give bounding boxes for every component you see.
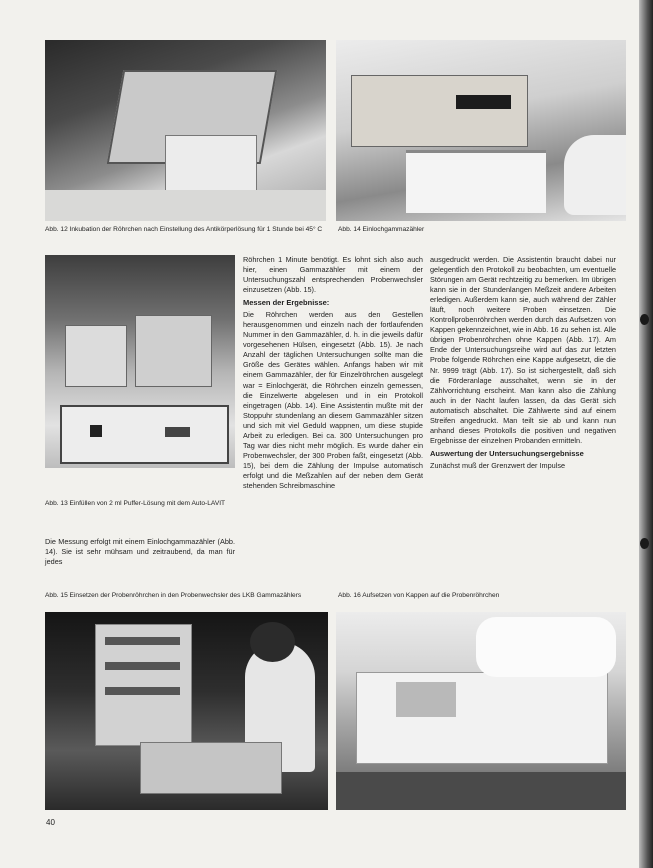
punch-hole — [640, 314, 649, 325]
punch-hole — [640, 538, 649, 549]
paragraph: Die Messung erfolgt mit einem Einlochgammazähler (Abb. 14). Sie ist sehr mühsam und zeitraubend, da man für jedes — [45, 537, 235, 567]
paragraph: ausgedruckt werden. Die Assistentin braucht dabei nur gelegentlich den Protokoll zu beobachten, um eventuelle Störungen am Gerät rechtzeitig zu bemerken. Im übrigen kann sie in der Stundenlangen Meßzeit andere Arbeiten erledigen. Außerdem kann sie, auch während der Zähler läuft, noch weitere Proben einsetzen. Die Kontrollprobenröhrchen werden durch das Aufsetzen von Kappen gekennzeichnet, wie in Abb. 16 zu sehen ist. Alle übrigen Probenröhrchen ohne Kappen (Abb. 17). Am Ende der Untersuchungsreihe wird auf das zur letzten Probe folgende Röhrchen eine Kappe aufgesetzt, die die Nr. 9999 trägt (Abb. 17). So ist sichergestellt, daß sich die Förderanlage ausschaltet, wenn sie in der Zählvorrichtung erscheint. Man kann also die Zählung auch in der Nacht laufen lassen, da das Gerät sich automatisch abschaltet. Die Zählwerte sind auf einem Streifen angedruckt. Man teilt sie ab und kann nun anhand dieses Protokolls die positiven und negativen Ergebnisse der einzelnen Probanden ermitteln. — [430, 255, 616, 445]
photo-sample-changer — [45, 612, 328, 810]
column-2-text — [243, 255, 423, 491]
photo-gamma-counter — [336, 40, 626, 221]
caption-abb12: Abb. 12 Inkubation der Röhrchen nach Einstellung des Antikörperlösung für 1 Stunde bei 45° C — [45, 226, 323, 233]
page-number: 40 — [46, 818, 55, 827]
photo-autolavit-dispenser — [45, 255, 235, 468]
photo-capping-tubes — [336, 612, 626, 810]
paragraph: Röhrchen 1 Minute benötigt. Es lohnt sich also auch hier, einen Gammazähler mit einem der Untersuchungszahl entsprechenden Probenwechsler einzusetzen (Abb. 15). — [243, 255, 423, 295]
paragraph: Zunächst muß der Grenzwert der Impulse — [430, 460, 566, 470]
caption-abb16: Abb. 16 Aufsetzen von Kappen auf die Probenröhrchen — [338, 592, 500, 599]
column-1-text — [45, 537, 235, 567]
paragraph: Die Röhrchen werden aus den Gestellen herausgenommen und einzeln nach der fortlaufenden Nummer in den Gammazähler, d. h. in die jeweils dafür vorgesehenen Hülsen, eingesetzt (Abb. 15). Je nach Anzahl der täglichen Untersuchungen sollte man die Größe des Gerätes wählen. Anfangs haben wir mit einem Gammazähler, der für Einzelröhrchen ausgelegt war = Einlochgerät, die Röhrchen einzeln gemessen, die Einzelwerte abgelesen und in ein Protokoll eingetragen (Abb. 14). Eine Assistentin mußte mit der Stoppuhr stundenlang an diesem Gammazähler sitzen und sich mit viel Geduld wappnen, um diese stupide Arbeit zu erledigen. Bei ca. 300 Untersuchungen pro Tag war dies nicht mehr möglich. Es wurde daher ein Probenwechsler, der 300 Proben faßt, eingesetzt (Abb. 15), bei dem die Zählung der Impulse automatisch erfolgt und die Meßzahlen auf der neben dem Gerät stehenden Schreibmaschine — [243, 310, 423, 490]
caption-abb15: Abb. 15 Einsetzen der Probenröhrchen in den Probenwechsler des LKB Gammazählers — [45, 592, 302, 599]
caption-abb13: Abb. 13 Einfüllen von 2 ml Puffer-Lösung mit dem Auto-LAVIT — [45, 500, 226, 507]
page-edge-shadow — [639, 0, 653, 868]
section-heading: Messen der Ergebnisse: — [243, 298, 330, 308]
caption-abb14: Abb. 14 Einlochgammazähler — [338, 226, 425, 233]
section-heading: Auswertung der Untersuchungsergebnisse — [430, 448, 584, 458]
photo-incubation-water-bath — [45, 40, 326, 221]
column-3-text — [430, 255, 616, 471]
